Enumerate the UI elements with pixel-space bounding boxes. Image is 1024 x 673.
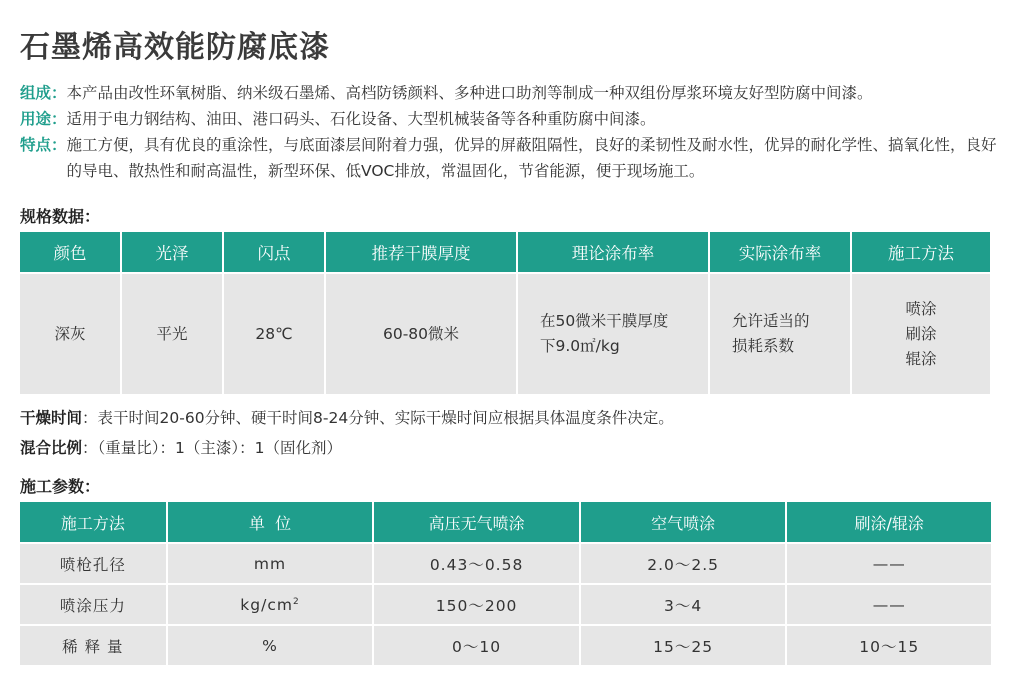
spec-color: 深灰: [20, 274, 120, 394]
param-header-cell: 单 位: [168, 502, 373, 542]
spec-gloss: 平光: [122, 274, 222, 394]
param-cell: ——: [787, 544, 991, 583]
spec-header-cell: 光泽: [122, 232, 222, 272]
spec-actual-line: 允许适当的: [732, 312, 810, 330]
spec-header-cell: 颜色: [20, 232, 120, 272]
param-header-row: [20, 502, 991, 542]
param-heading: 施工参数：: [20, 477, 101, 496]
param-unit-text: kg/cm: [240, 595, 293, 614]
intro-label: 特点：: [20, 136, 67, 154]
table-row: [20, 626, 991, 665]
spec-header-row: [20, 232, 990, 272]
param-header-cell: 空气喷涂: [581, 502, 786, 542]
intro-text: 本产品由改性环氧树脂、纳米级石墨烯、高档防锈颜料、多种进口助剂等制成一种双组份厚浆环境友好型防腐中间漆。: [66, 84, 873, 102]
spec-thickness: 60-80微米: [326, 274, 516, 394]
spec-flash-point: 28℃: [224, 274, 324, 394]
page-title: 石墨烯高效能防腐底漆: [20, 30, 330, 65]
param-table: [18, 500, 993, 667]
intro-composition: [20, 80, 1010, 106]
intro-features: [20, 132, 1010, 184]
param-unit-cell: [168, 585, 373, 624]
param-cell: 2.0～2.5: [581, 544, 786, 583]
spec-method-item: 辊涂: [905, 349, 937, 368]
spec-method: [852, 274, 990, 394]
spec-header-cell: 理论涂布率: [518, 232, 708, 272]
spec-header-cell: 推荐干膜厚度: [326, 232, 516, 272]
drying-mixing-info: [20, 403, 674, 463]
param-cell: 150～200: [374, 585, 579, 624]
param-header-cell: 施工方法: [20, 502, 166, 542]
product-intro: [20, 80, 1010, 184]
spec-theory-line: 下9.0㎡/kg: [540, 337, 620, 355]
param-header-cell: 高压无气喷涂: [374, 502, 579, 542]
spec-actual-rate: [710, 274, 850, 394]
param-cell: 0.43～0.58: [374, 544, 579, 583]
spec-method-item: 刷涂: [905, 324, 937, 343]
spec-method-item: 喷涂: [905, 299, 937, 318]
spec-actual-line: 损耗系数: [732, 337, 795, 355]
intro-usage: [20, 106, 1010, 132]
param-cell: 稀 释 量: [20, 626, 166, 665]
spec-heading: 规格数据：: [20, 207, 101, 226]
param-header-cell: 刷涂/辊涂: [787, 502, 991, 542]
param-cell: %: [168, 626, 373, 665]
param-cell: 喷枪孔径: [20, 544, 166, 583]
mix-text: ：（重量比）：1（主漆）：1（固化剂）: [82, 439, 342, 457]
table-row: [20, 544, 991, 583]
drying-text: ：表干时间20-60分钟、硬干时间8-24分钟、实际干燥时间应根据具体温度条件决定。: [82, 409, 674, 427]
spec-data-row: [20, 274, 990, 394]
mix-ratio: [20, 433, 674, 463]
drying-label: 干燥时间: [20, 409, 83, 427]
drying-time: [20, 403, 674, 433]
param-cell: 3～4: [581, 585, 786, 624]
param-cell: ——: [787, 585, 991, 624]
param-cell: 10～15: [787, 626, 991, 665]
spec-header-cell: 闪点: [224, 232, 324, 272]
spec-header-cell: 施工方法: [852, 232, 990, 272]
spec-header-cell: 实际涂布率: [710, 232, 850, 272]
spec-table: [18, 230, 992, 396]
param-cell: 0～10: [374, 626, 579, 665]
param-cell: mm: [168, 544, 373, 583]
table-row: [20, 585, 991, 624]
param-cell: 喷涂压力: [20, 585, 166, 624]
intro-text: 适用于电力钢结构、油田、港口码头、石化设备、大型机械装备等各种重防腐中间漆。: [66, 110, 656, 128]
spec-theory-line: 在50微米干膜厚度: [540, 312, 669, 330]
intro-label: 用途：: [20, 110, 67, 128]
spec-theory-rate: [518, 274, 708, 394]
param-cell: 15～25: [581, 626, 786, 665]
param-unit-sup: 2: [292, 596, 300, 607]
intro-label: 组成：: [20, 84, 67, 102]
intro-text: 施工方便，具有优良的重涂性，与底面漆层间附着力强，优异的屏蔽阻隔性，良好的柔韧性及耐水性，优异的耐化学性、搞氧化性，良好的导电、散热性和耐高温性，新型环保、低VOC排放，常温固化，节省能源，便于现场施工。: [66, 136, 997, 180]
mix-label: 混合比例: [20, 439, 83, 457]
